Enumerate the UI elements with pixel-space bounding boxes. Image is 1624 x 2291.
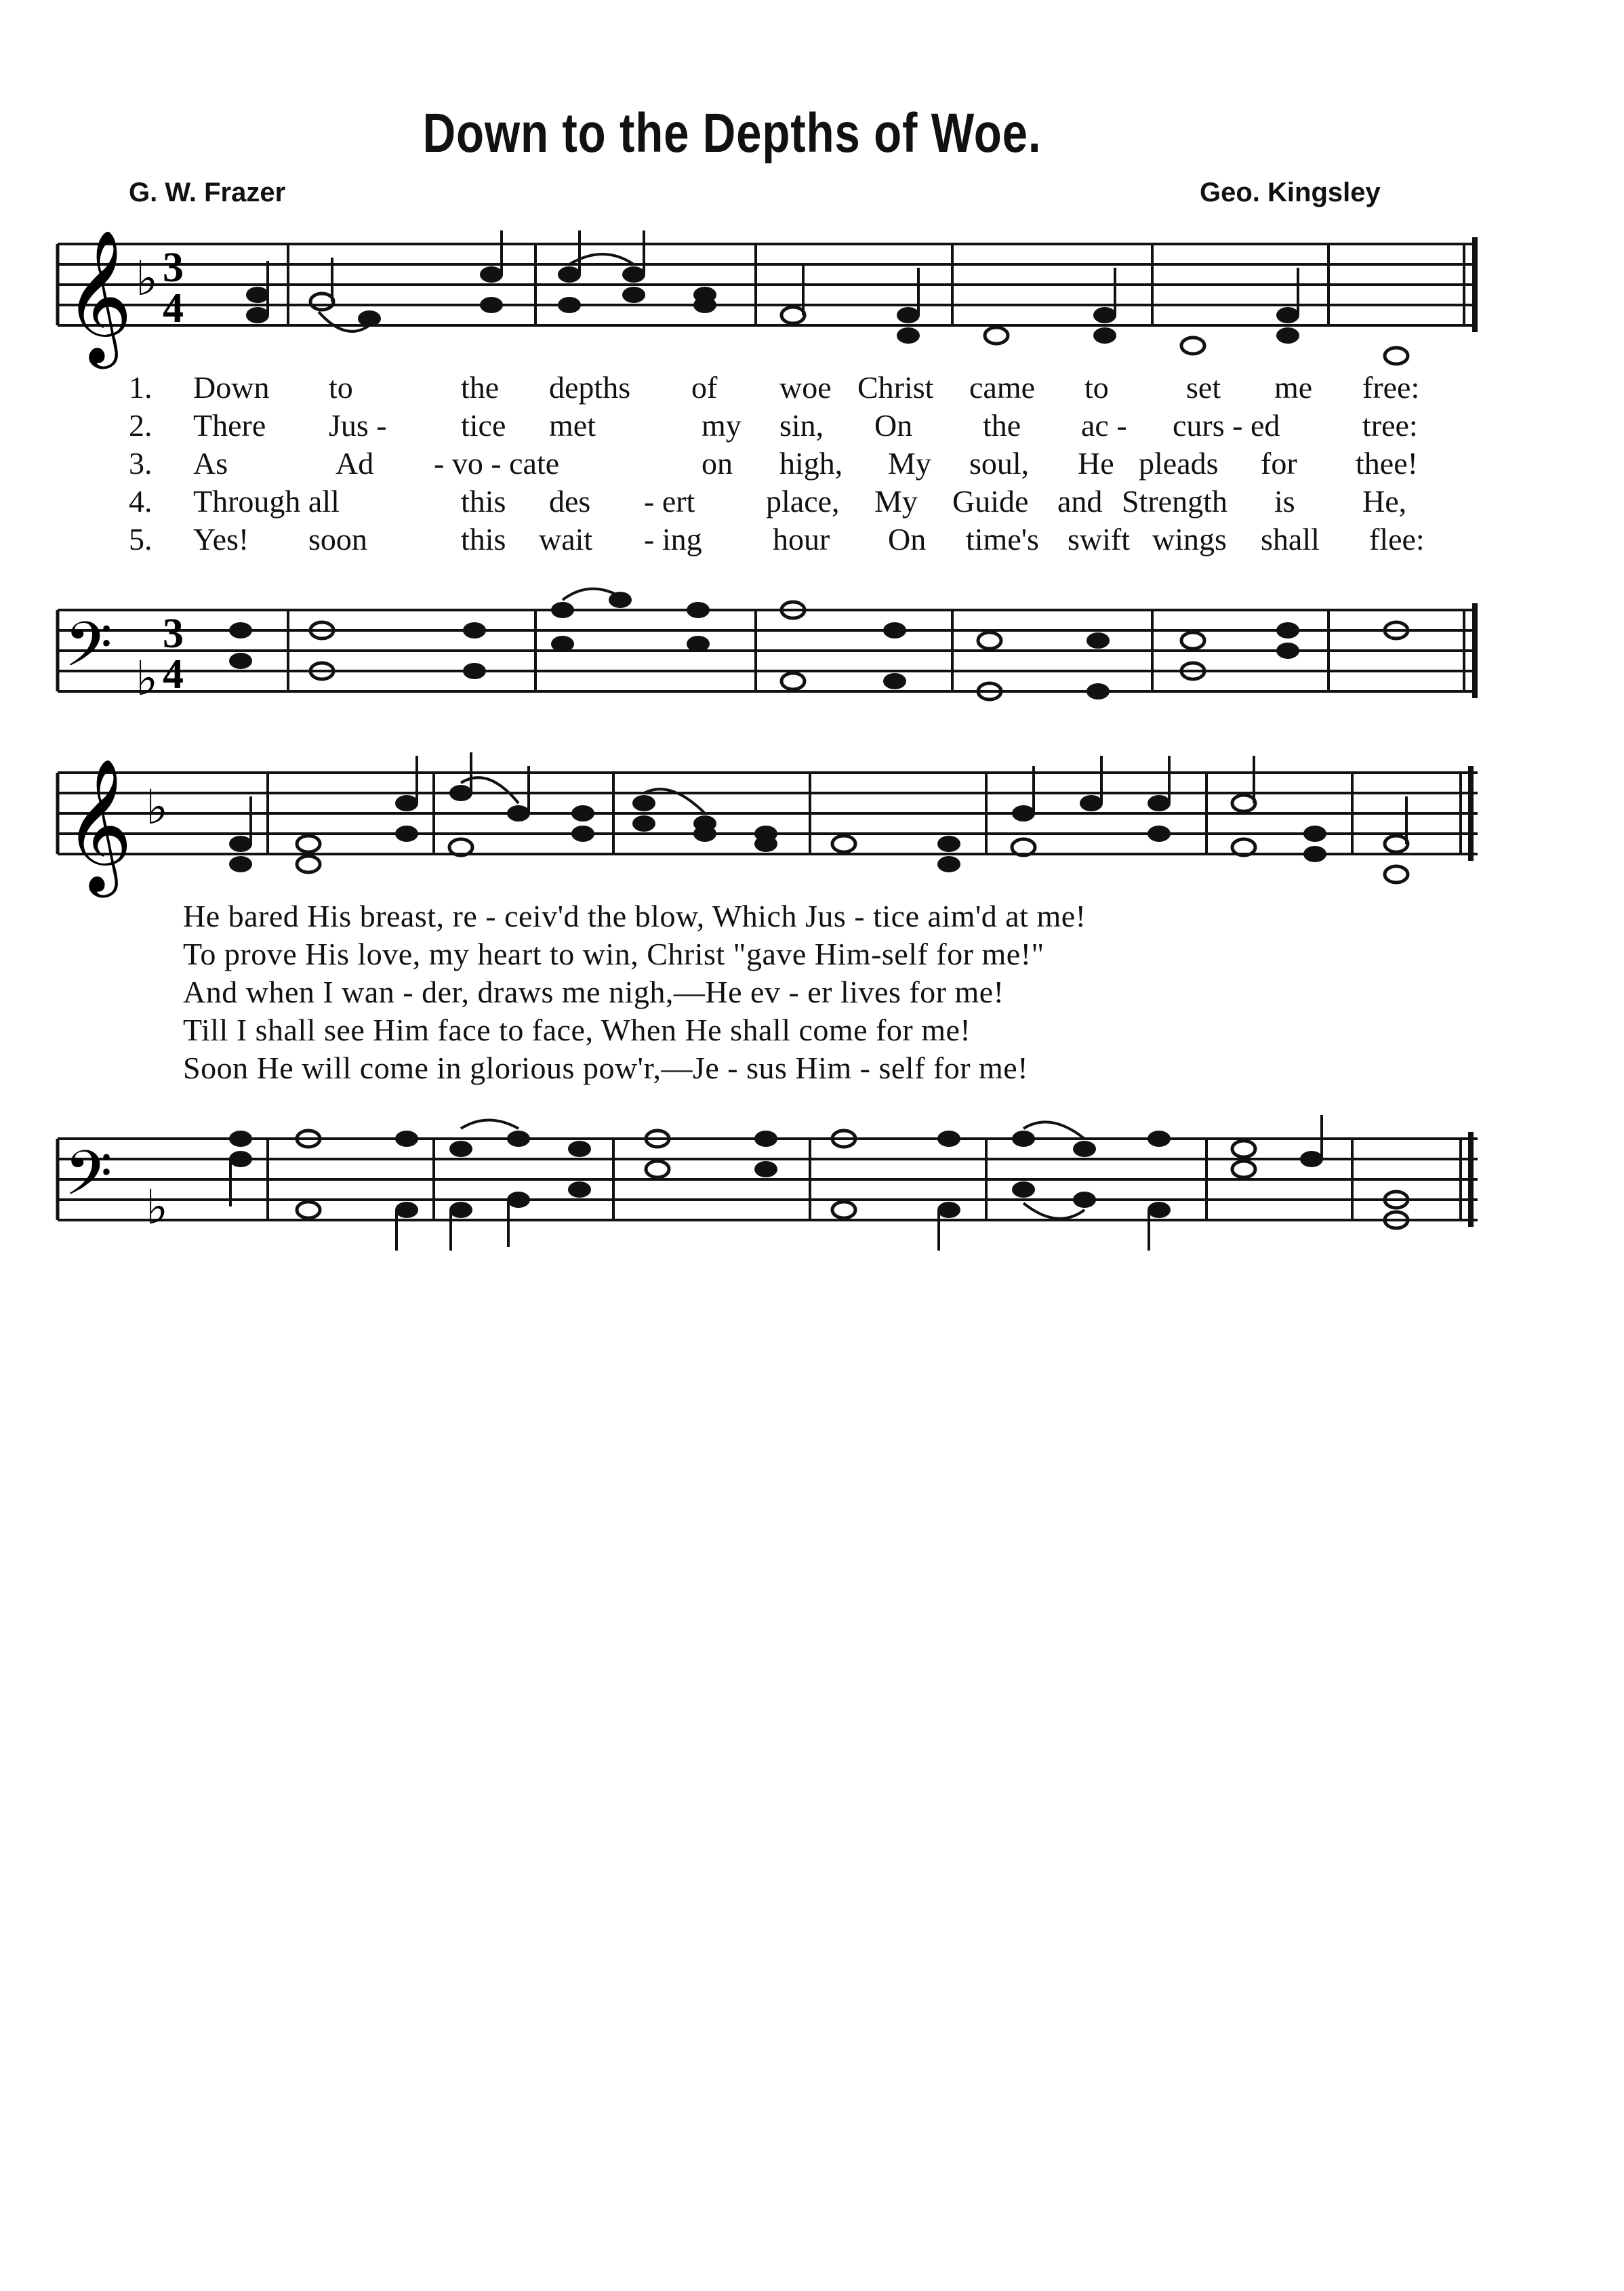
bass-staff-system-1 bbox=[0, 583, 1624, 725]
verse-number: 3. bbox=[129, 446, 153, 481]
verse-line: And when I wan - der, draws me nigh,—He ev - er lives for me! bbox=[183, 975, 1004, 1009]
verse-number: 4. bbox=[129, 484, 153, 519]
flat-icon: ♭ bbox=[146, 1179, 169, 1235]
verse-line: Soon He will come in glorious pow'r,—Je - sus Him - self for me! bbox=[183, 1051, 1029, 1085]
svg-text:3: 3 bbox=[163, 611, 184, 657]
verse-number: 1. bbox=[129, 370, 153, 405]
treble-staff-system-2 bbox=[0, 752, 1624, 908]
treble-staff-system-1 bbox=[0, 224, 1624, 380]
bass-clef-icon: 𝄢 bbox=[64, 1137, 113, 1224]
verse-line: Till I shall see Him face to face, When He shall come for me! bbox=[183, 1013, 971, 1047]
lyrics-system-1: 1. Down to the depths of woe Christ came to set me free: 2. There Jus - tice met my sin, On the ac - curs - ed tree: 3. As Ad - vo - cate on high, My soul, He pleads for thee! 4. Through all this des - ert place, My Guide and Strength is He, 5. Yes! soon this wait - ing hour On time's swift wings shall flee: bbox=[129, 370, 1425, 556]
treble-clef-icon: 𝄞 bbox=[64, 229, 133, 363]
flat-icon: ♭ bbox=[146, 779, 169, 835]
verse-number: 2. bbox=[129, 408, 153, 443]
svg-text:4: 4 bbox=[163, 285, 184, 331]
bass-clef-icon: 𝄢 bbox=[64, 609, 113, 695]
flat-icon: ♭ bbox=[136, 251, 159, 306]
bass-notes-system-1 bbox=[229, 592, 1408, 700]
hymn-title: Down to the Depths of Woe. bbox=[422, 102, 1042, 164]
flat-icon: ♭ bbox=[136, 651, 159, 706]
svg-text:4: 4 bbox=[163, 651, 184, 697]
verse-line: To prove His love, my heart to win, Christ "gave Him-self for me!" bbox=[183, 937, 1044, 971]
treble-clef-icon: 𝄞 bbox=[64, 758, 133, 892]
verse-number: 5. bbox=[129, 522, 153, 556]
treble-notes-system-1 bbox=[246, 266, 1408, 364]
poet-credit: G. W. Frazer bbox=[129, 178, 286, 207]
bass-staff-system-2 bbox=[0, 1112, 1624, 1254]
svg-text:3: 3 bbox=[163, 245, 184, 291]
lyrics-system-2 bbox=[0, 898, 1624, 1101]
verse-line: He bared His breast, re - ceiv'd the blow, Which Jus - tice aim'd at me! bbox=[183, 899, 1087, 933]
composer-credit: Geo. Kingsley bbox=[1200, 178, 1381, 207]
